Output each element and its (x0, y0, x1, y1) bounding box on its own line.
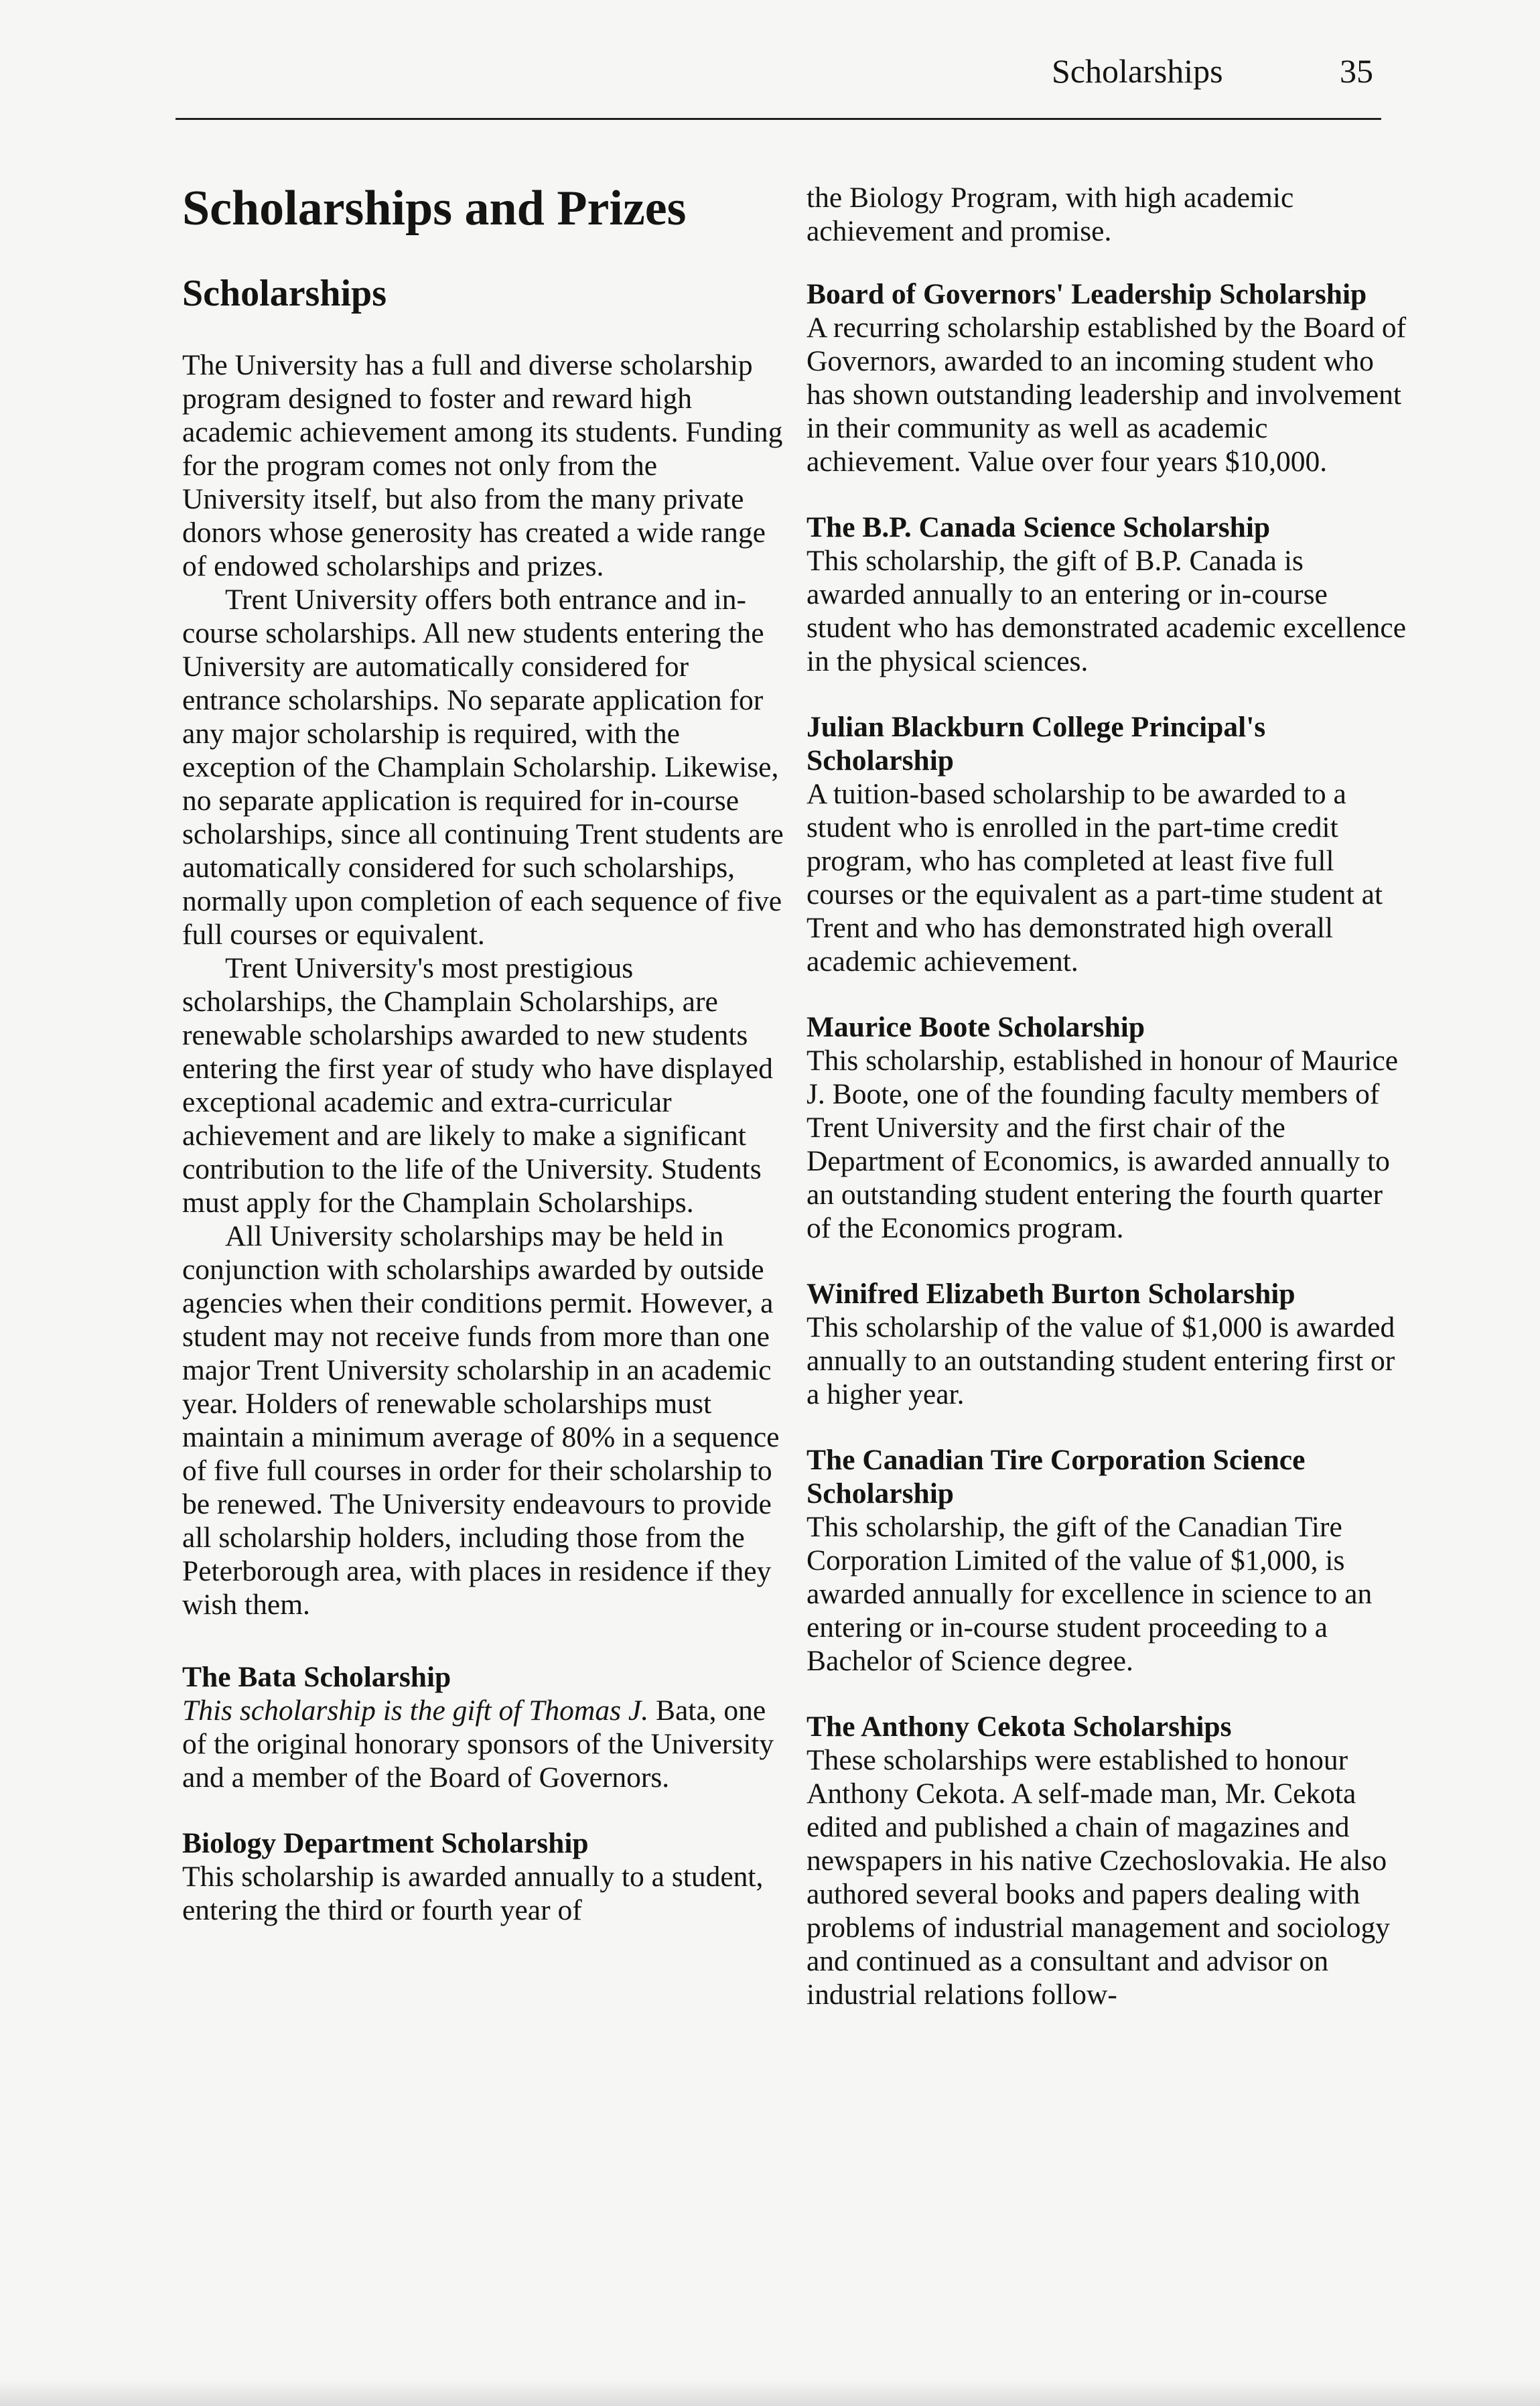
right-column (807, 181, 1409, 2044)
intro-paragraph: Trent University's most prestigious scholarships, the Champlain Scholarships, are renewable scholarships awarded to new students entering the first year of study who have displayed exceptional academic and extra-curricular achievement and are likely to make a significant contribution to the life of the University. Students must apply for the Champlain Scholarships. (182, 952, 773, 1219)
continued-text: the Biology Program, with high academic achievement and promise. (807, 182, 1294, 247)
scholarship-description-italic: This scholarship is the gift of Thomas J. (182, 1694, 649, 1727)
running-head-section: Scholarships (1052, 52, 1223, 90)
scholarship-entry (807, 1443, 1409, 1678)
scholarship-entry (182, 1826, 785, 1927)
scholarship-entry (807, 1277, 1409, 1411)
scholarship-title: Maurice Boote Scholarship (807, 1011, 1145, 1043)
scholarship-description: A recurring scholarship established by the Board of Governors, awarded to an incoming student who has shown outstanding leadership and involvement in their community as well as academic achievement. Value over four years $10,000. (807, 312, 1407, 478)
scholarship-entry (807, 511, 1409, 678)
intro-paragraph: All University scholarships may be held in conjunction with scholarships awarded by outside agencies when their conditions permit. However, a student may not receive funds from more than one major Trent University scholarship in an academic year. Holders of renewable scholarships must maintain a minimum average of 80% in a sequence of five full courses in order for their scholarship to be renewed. The University endeavours to provide all scholarship holders, including those from the Peterborough area, with places in residence if they wish them. (182, 1220, 780, 1621)
running-head (1032, 44, 1380, 98)
page-title: Scholarships and Prizes (182, 181, 687, 236)
scholarship-entry (807, 277, 1409, 478)
scholarship-title: Julian Blackburn College Principal's Scholarship (807, 711, 1266, 777)
scholarship-entry (807, 1710, 1409, 2011)
scholarship-title: Board of Governors' Leadership Scholarship (807, 278, 1367, 310)
scholarship-description: This scholarship of the value of $1,000 is awarded annually to an outstanding student entering first or a higher year. (807, 1311, 1395, 1410)
scholarship-title: The Anthony Cekota Scholarships (807, 1711, 1232, 1743)
scholarship-description: This scholarship is awarded annually to a student, entering the third or fourth year of (182, 1861, 764, 1926)
scholarship-description: This scholarship, the gift of the Canadian Tire Corporation Limited of the value of $1,000, is awarded annually for excellence in science to an entering or in-course student proceeding to a Bachelor of Science degree. (807, 1511, 1373, 1677)
scholarship-entry (807, 710, 1409, 978)
intro-paragraph: Trent University offers both entrance and in-course scholarships. All new students entering the University are automatically considered for entrance scholarships. No separate application for any major scholarship is required, with the exception of the Champlain Scholarship. Likewise, no separate application is required for in-course scholarships, since all continuing Trent students are automatically considered for such scholarships, normally upon completion of each sequence of five full courses or equivalent. (182, 584, 784, 951)
left-column (182, 181, 785, 1959)
intro-paragraph: The University has a full and diverse scholarship program designed to foster and reward high academic achievement among its students. Funding for the program comes not only from the University itself, but also from the many private donors whose generosity has created a wide range of endowed scholarships and prizes. (182, 349, 783, 582)
scholarship-description: Bata, one of the original honorary sponsors of the University and a member of the Board of Governors. (182, 1694, 774, 1794)
scholarship-title: The Canadian Tire Corporation Science Scholarship (807, 1444, 1306, 1510)
scholarship-entry (182, 1660, 785, 1794)
scholarship-description: This scholarship, the gift of B.P. Canada is awarded annually to an entering or in-course student who has demonstrated academic excellence in the physical sciences. (807, 545, 1406, 677)
scholarship-description: These scholarships were established to honour Anthony Cekota. A self-made man, Mr. Cekota edited and published a chain of magazines and newspapers in his native Czechoslovakia. He also authored several books and papers dealing with problems of industrial management and sociology and continued as a consultant and advisor on industrial relations follow- (807, 1744, 1391, 2011)
scholarship-description: This scholarship, established in honour of Maurice J. Boote, one of the founding faculty members of Trent University and the first chair of the Department of Economics, is awarded annually to an outstanding student entering the fourth quarter of the Economics program. (807, 1045, 1399, 1244)
scholarship-entry (807, 1010, 1409, 1245)
scholarship-title: Biology Department Scholarship (182, 1827, 589, 1859)
intro-text (182, 348, 785, 1621)
scholarship-title: The Bata Scholarship (182, 1661, 451, 1693)
scholarship-description: A tuition-based scholarship to be awarded to a student who is enrolled in the part-time credit program, who has completed at least five full courses or the equivalent as a part-time student at Trent and who has demonstrated high overall academic achievement. (807, 778, 1383, 978)
scholarship-title: Winifred Elizabeth Burton Scholarship (807, 1278, 1296, 1310)
page-number: 35 (1340, 52, 1373, 90)
section-heading: Scholarships (182, 273, 387, 314)
header-rule (176, 118, 1381, 120)
scholarship-title: The B.P. Canada Science Scholarship (807, 511, 1271, 543)
